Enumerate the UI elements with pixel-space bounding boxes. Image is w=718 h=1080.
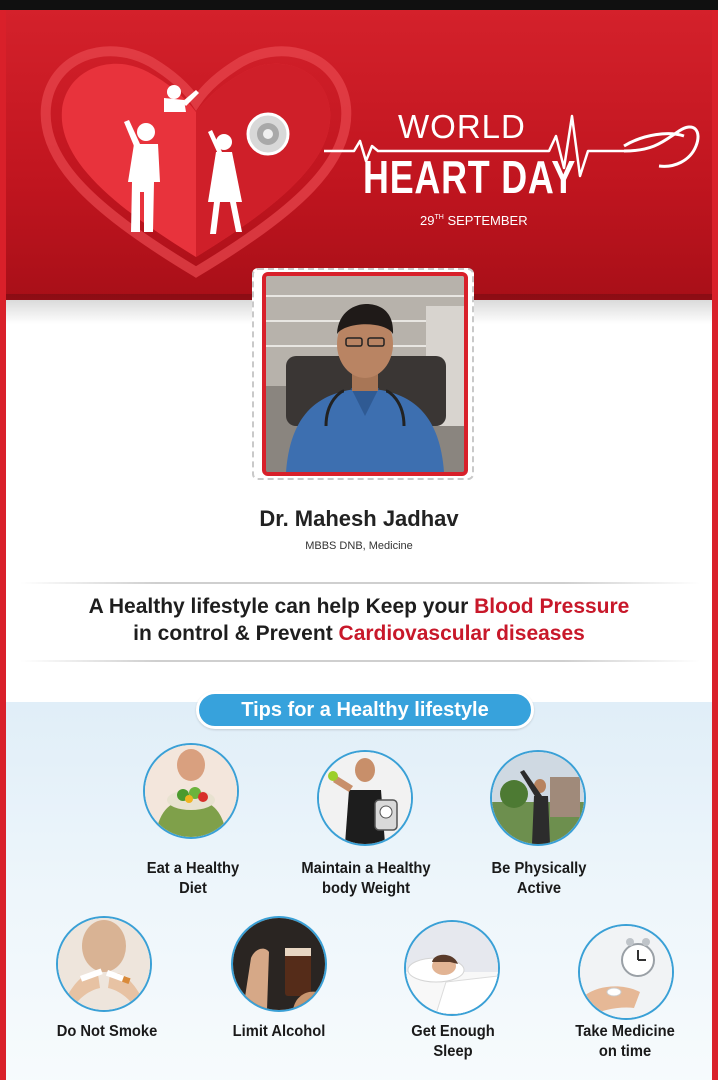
message-text-2: in control & Prevent — [133, 622, 339, 645]
heart-day-title: HEART DAY — [363, 151, 577, 203]
date-suffix: TH — [434, 214, 444, 221]
tip-label-line: Get Enough — [411, 1023, 495, 1040]
event-date — [420, 213, 528, 228]
tip-image-limit-alcohol — [231, 916, 327, 1012]
tip-image-no-smoking — [56, 916, 152, 1012]
tip-label-line: Take Medicine — [575, 1023, 675, 1040]
salad-bowl-icon — [145, 745, 237, 837]
tip-image-enough-sleep — [404, 920, 500, 1016]
pill-clock-icon — [580, 926, 672, 1018]
tip-label-line: Sleep — [433, 1043, 473, 1060]
tip-label-line: Active — [516, 880, 562, 897]
tip-label-no-smoking — [38, 1022, 176, 1042]
tip-label-healthy-weight — [283, 859, 449, 899]
tip-label-line: Be Physically — [491, 860, 587, 877]
message-highlight-blood-pressure: Blood Pressure — [474, 595, 630, 618]
tip-label-medicine-on-time — [556, 1022, 694, 1062]
tip-label-healthy-diet — [124, 859, 262, 899]
tip-label-line: on time — [598, 1043, 652, 1060]
top-status-strip — [0, 0, 718, 10]
header-banner — [6, 10, 712, 300]
tip-image-medicine-on-time — [578, 924, 674, 1020]
refuse-alcohol-icon — [233, 918, 325, 1010]
tip-label-line: Limit Alcohol — [232, 1023, 326, 1040]
tip-label-line: Eat a Healthy — [146, 860, 240, 877]
message-text-1: A Healthy lifestyle can help Keep your — [88, 595, 475, 618]
doctor-qualification: MBBS DNB, Medicine — [305, 540, 413, 552]
tip-image-healthy-weight — [317, 750, 413, 846]
message-highlight-cardiovascular: Cardiovascular diseases — [338, 622, 585, 645]
date-month: SEPTEMBER — [447, 213, 528, 228]
sleeping-person-icon — [406, 922, 498, 1014]
tip-label-limit-alcohol — [210, 1022, 348, 1042]
doctor-name: Dr. Mahesh Jadhav — [259, 506, 459, 531]
tip-label-line: body Weight — [321, 880, 411, 897]
broken-cigarette-icon — [58, 918, 150, 1010]
world-title: WORLD — [398, 108, 526, 145]
fitness-man-icon — [319, 752, 411, 844]
tip-label-physical-activity — [470, 859, 608, 899]
tips-title: Tips for a Healthy lifestyle — [196, 691, 534, 729]
tip-label-line: Maintain a Healthy — [301, 860, 431, 877]
doctor-portrait-icon — [266, 276, 464, 472]
doctor-photo — [262, 272, 468, 476]
tip-image-physical-activity — [490, 750, 586, 846]
tip-label-line: Do Not Smoke — [56, 1023, 158, 1040]
tip-image-healthy-diet — [143, 743, 239, 839]
date-day: 29 — [420, 213, 435, 228]
exercise-outdoor-icon — [492, 752, 584, 844]
heart-family-illustration — [36, 32, 356, 282]
divider-bottom — [20, 660, 700, 662]
divider-top — [20, 582, 700, 584]
tip-label-enough-sleep — [384, 1022, 522, 1062]
tip-label-line: Diet — [179, 880, 207, 897]
world-heart-day-poster — [0, 10, 718, 1080]
health-message — [6, 593, 712, 647]
